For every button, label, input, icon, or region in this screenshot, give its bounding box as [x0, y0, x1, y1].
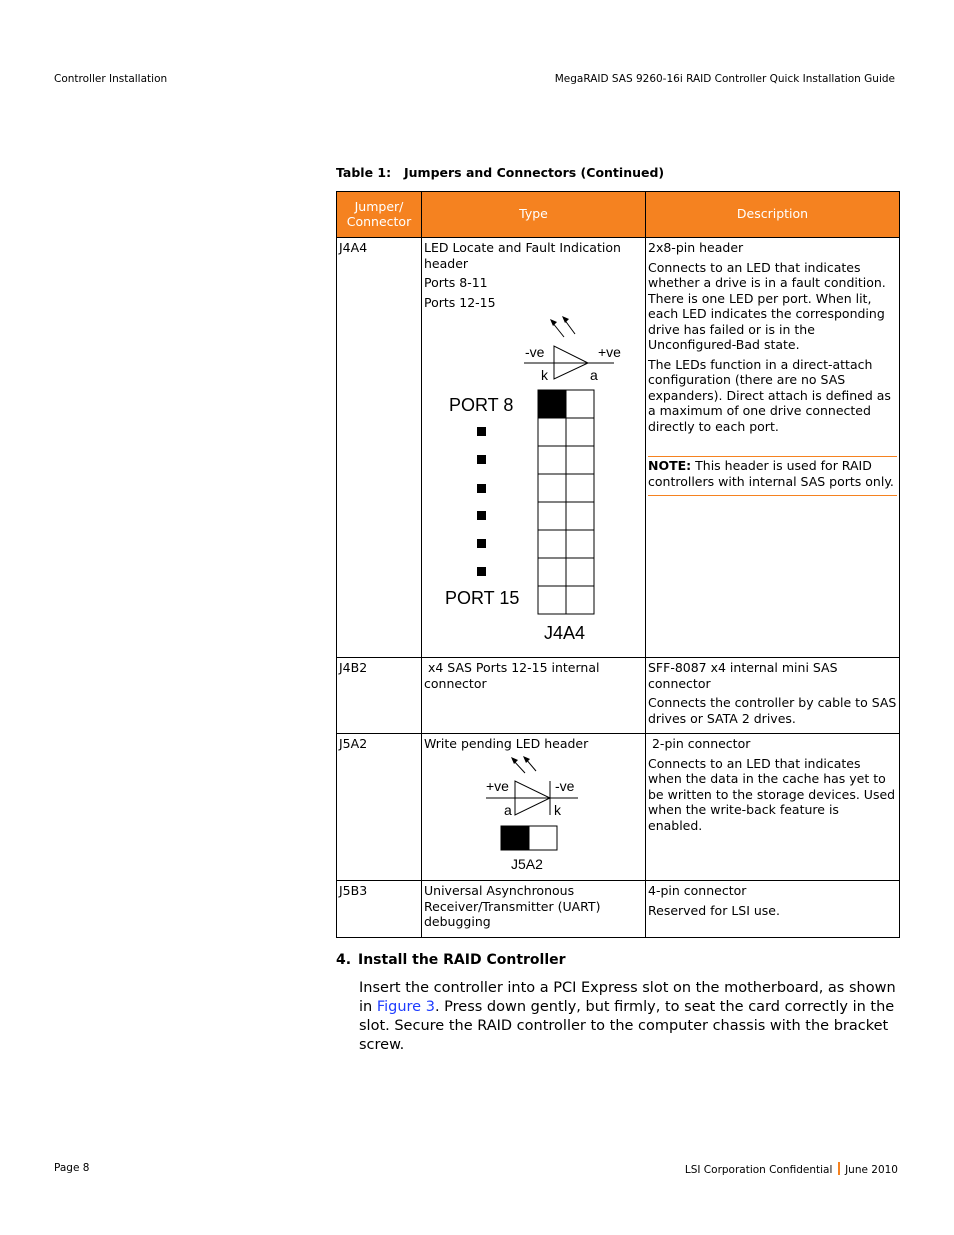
led-neg-label: -ve — [525, 344, 545, 360]
page-number: Page 8 — [54, 1162, 90, 1174]
table-title: Jumpers and Connectors (Continued) — [404, 165, 665, 180]
figure-3-link[interactable]: Figure 3 — [376, 999, 435, 1015]
description-text: 2-pin connector — [648, 736, 751, 751]
port-15-label: PORT 15 — [445, 588, 520, 608]
table-row — [337, 238, 900, 658]
led-symbol — [486, 756, 578, 818]
description-text: SFF-8087 x4 internal mini SAS connector — [648, 660, 838, 691]
type-text: Write pending LED header — [424, 736, 589, 751]
j5a2-label: J5A2 — [511, 855, 543, 871]
type-cell — [422, 881, 646, 938]
step-text: . Press down gently, but firmly, to seat the card correctly in the slot. Secure the RAID controller to the computer chassis with the bracket screw. — [359, 999, 895, 1053]
led-a-label: a — [504, 801, 512, 818]
footer-company: LSI Corporation Confidential — [684, 1164, 833, 1176]
description-text: Connects to an LED that indicates whether a drive is in a fault condition. There is one LED per port. When lit, each LED indicates the corresponding drive has failed or is in the Unconfigured-Bad state. — [648, 259, 886, 352]
type-text: x4 SAS Ports 12-15 internal connector — [424, 660, 604, 691]
port-8-label: PORT 8 — [449, 395, 514, 415]
connector-cell: J5B3 — [337, 881, 422, 938]
led-k-label: k — [541, 367, 548, 383]
description-text: Connects the controller by cable to SAS drives or SATA 2 drives. — [648, 695, 897, 726]
description-text: 4-pin connector — [648, 883, 747, 898]
running-header-section: Controller Installation — [54, 73, 168, 85]
footer-divider — [838, 1162, 840, 1175]
table-caption — [336, 165, 664, 180]
type-text: LED Locate and Fault Indication header — [424, 240, 621, 271]
table-row — [337, 658, 900, 734]
j4a4-label: J4A4 — [544, 623, 586, 643]
led-pos-label: +ve — [598, 344, 621, 360]
port-dots — [477, 427, 486, 576]
type-cell — [422, 658, 646, 734]
note-text: This header is used for RAID controllers with internal SAS ports only. — [648, 458, 894, 489]
step-number: 4. — [336, 952, 352, 968]
description-cell — [646, 734, 900, 881]
led-pos-label: +ve — [486, 777, 509, 794]
led-symbol — [524, 316, 621, 383]
column-header: Description — [646, 192, 900, 238]
type-cell — [422, 238, 646, 658]
step-text: Insert the controller into a PCI Express slot on the motherboard, as shown in — [359, 980, 896, 1015]
type-text: Universal Asynchronous Receiver/Transmitter (UART) debugging — [424, 883, 601, 929]
table-header-row — [337, 192, 900, 238]
pin-grid — [538, 390, 594, 614]
j4a4-header-diagram — [424, 314, 644, 649]
led-k-label: k — [554, 801, 561, 818]
type-text: Ports 12-15 — [424, 294, 496, 310]
jumpers-connectors-table — [336, 191, 900, 938]
table-row — [337, 734, 900, 881]
step-heading — [336, 952, 566, 968]
connector-cell: J5A2 — [337, 734, 422, 881]
connector-cell: J4A4 — [337, 238, 422, 658]
pin-grid — [501, 826, 557, 850]
description-text: 2x8-pin header — [648, 240, 744, 255]
column-header: Jumper/ Connector — [337, 192, 422, 238]
description-text: Reserved for LSI use. — [648, 902, 780, 918]
note-label: NOTE: — [648, 458, 692, 473]
led-a-label: a — [590, 367, 598, 383]
footer-info — [685, 1162, 898, 1176]
table-number: Table 1: — [336, 165, 392, 180]
note-box — [648, 456, 897, 496]
footer-date: June 2010 — [845, 1164, 898, 1176]
connector-cell: J4B2 — [337, 658, 422, 734]
type-cell — [422, 734, 646, 881]
description-text: Connects to an LED that indicates when the data in the cache has yet to be written to the storage devices. Used when the write-back feature is enabled. — [648, 755, 896, 833]
step-title: Install the RAID Controller — [358, 952, 566, 968]
type-text: Ports 8-11 — [424, 275, 488, 290]
description-cell — [646, 238, 900, 658]
j5a2-header-diagram — [424, 756, 644, 871]
column-header: Type — [422, 192, 646, 238]
description-cell — [646, 881, 900, 938]
table-row — [337, 881, 900, 938]
step-body — [359, 979, 899, 1055]
description-cell — [646, 658, 900, 734]
running-header-title: MegaRAID SAS 9260-16i RAID Controller Quick Installation Guide — [554, 73, 895, 85]
led-neg-label: -ve — [555, 777, 575, 794]
description-text: The LEDs function in a direct-attach configuration (there are no SAS expanders). Direct attach is defined as a maximum of one drive connected directly to each port. — [648, 356, 891, 434]
